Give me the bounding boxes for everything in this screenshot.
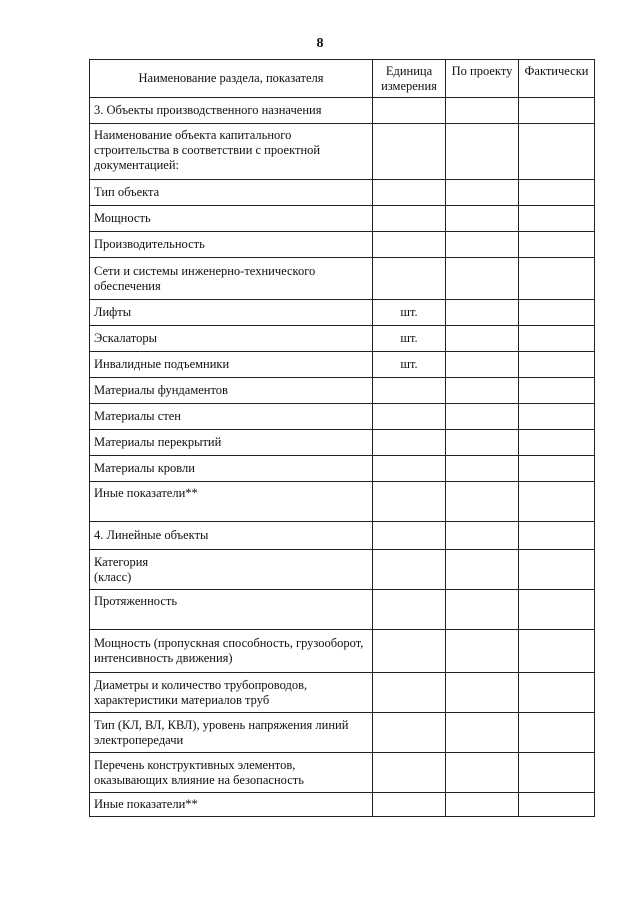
row-unit [373, 482, 446, 522]
table-row [90, 98, 595, 124]
table-row [90, 326, 595, 352]
category-line: Категория (класс) [94, 554, 149, 584]
cell-by-project [446, 522, 519, 550]
table-row [90, 258, 595, 300]
cell-actual [519, 522, 595, 550]
table-row [90, 590, 595, 630]
row-label [90, 550, 373, 590]
table-row [90, 180, 595, 206]
row-unit [373, 522, 446, 550]
cell-actual [519, 793, 595, 817]
cell-by-project [446, 673, 519, 713]
table-row [90, 456, 595, 482]
table-row [90, 630, 595, 673]
row-unit [373, 98, 446, 124]
cell-by-project [446, 630, 519, 673]
cell-actual [519, 673, 595, 713]
row-label: Инвалидные подъемники [90, 352, 373, 378]
header-section-name: Наименование раздела, показателя [90, 60, 373, 98]
cell-by-project [446, 713, 519, 753]
cell-by-project [446, 206, 519, 232]
table-row [90, 404, 595, 430]
row-unit [373, 232, 446, 258]
row-label: Мощность (пропускная способность, грузооборот, интенсивность движения) [90, 630, 373, 673]
row-label: Мощность [90, 206, 373, 232]
cell-by-project [446, 232, 519, 258]
cell-by-project [446, 352, 519, 378]
row-label: Перечень конструктивных элементов, оказывающих влияние на безопасность [90, 753, 373, 793]
table-row [90, 522, 595, 550]
row-unit [373, 793, 446, 817]
table-row [90, 753, 595, 793]
row-unit [373, 753, 446, 793]
row-unit [373, 180, 446, 206]
cell-actual [519, 206, 595, 232]
row-unit [373, 124, 446, 180]
table-row [90, 206, 595, 232]
row-label: Иные показатели** [90, 793, 373, 817]
row-label: Сети и системы инженерно-технического обеспечения [90, 258, 373, 300]
row-label: Эскалаторы [90, 326, 373, 352]
cell-actual [519, 713, 595, 753]
row-unit [373, 430, 446, 456]
row-unit [373, 590, 446, 630]
cell-by-project [446, 300, 519, 326]
row-label: Материалы стен [90, 404, 373, 430]
cell-by-project [446, 124, 519, 180]
cell-by-project [446, 98, 519, 124]
cell-by-project [446, 456, 519, 482]
row-unit [373, 550, 446, 590]
page-number: 8 [316, 36, 324, 51]
cell-by-project [446, 180, 519, 206]
row-label: Лифты [90, 300, 373, 326]
table-row [90, 793, 595, 817]
cell-actual [519, 98, 595, 124]
cell-by-project [446, 326, 519, 352]
row-unit: шт. [373, 352, 446, 378]
table-row [90, 673, 595, 713]
row-label: Иные показатели** [90, 482, 373, 522]
cell-actual [519, 430, 595, 456]
cell-by-project [446, 378, 519, 404]
cell-by-project [446, 482, 519, 522]
cell-actual [519, 124, 595, 180]
cell-by-project [446, 404, 519, 430]
row-label: Протяженность [90, 590, 373, 630]
cell-actual [519, 378, 595, 404]
row-label: Наименование объекта капитального строительства в соответствии с проектной документацией: [90, 124, 373, 180]
row-unit [373, 630, 446, 673]
cell-actual [519, 232, 595, 258]
row-label: Материалы фундаментов [90, 378, 373, 404]
row-label: 3. Объекты производственного назначения [90, 98, 373, 124]
cell-actual [519, 590, 595, 630]
cell-actual [519, 352, 595, 378]
cell-actual [519, 326, 595, 352]
cell-actual [519, 550, 595, 590]
row-label: Материалы перекрытий [90, 430, 373, 456]
cell-by-project [446, 258, 519, 300]
cell-actual [519, 180, 595, 206]
cell-actual [519, 630, 595, 673]
table-row [90, 352, 595, 378]
table-row [90, 430, 595, 456]
table-row [90, 378, 595, 404]
table-row [90, 232, 595, 258]
header-unit: Единица измерения [373, 60, 446, 98]
row-label: Тип (КЛ, ВЛ, КВЛ), уровень напряжения линий электропередачи [90, 713, 373, 753]
header-by-project: По проекту [446, 60, 519, 98]
row-label: Материалы кровли [90, 456, 373, 482]
row-label: Производительность [90, 232, 373, 258]
table-row [90, 482, 595, 522]
table-header-row [90, 60, 595, 98]
cell-actual [519, 753, 595, 793]
row-unit [373, 206, 446, 232]
cell-by-project [446, 550, 519, 590]
row-label: 4. Линейные объекты [90, 522, 373, 550]
row-label: Диаметры и количество трубопроводов, характеристики материалов труб [90, 673, 373, 713]
row-unit: шт. [373, 300, 446, 326]
header-actual: Фактически [519, 60, 595, 98]
row-unit [373, 378, 446, 404]
table-row [90, 713, 595, 753]
row-unit [373, 673, 446, 713]
table-row [90, 124, 595, 180]
cell-actual [519, 404, 595, 430]
row-unit [373, 456, 446, 482]
cell-actual [519, 300, 595, 326]
indicators-table [89, 59, 595, 817]
cell-actual [519, 482, 595, 522]
table-row [90, 550, 595, 590]
cell-by-project [446, 430, 519, 456]
row-unit: шт. [373, 326, 446, 352]
cell-by-project [446, 753, 519, 793]
row-unit [373, 258, 446, 300]
row-label: Тип объекта [90, 180, 373, 206]
cell-by-project [446, 793, 519, 817]
row-unit [373, 713, 446, 753]
cell-by-project [446, 590, 519, 630]
row-unit [373, 404, 446, 430]
cell-actual [519, 456, 595, 482]
table-row [90, 300, 595, 326]
cell-actual [519, 258, 595, 300]
